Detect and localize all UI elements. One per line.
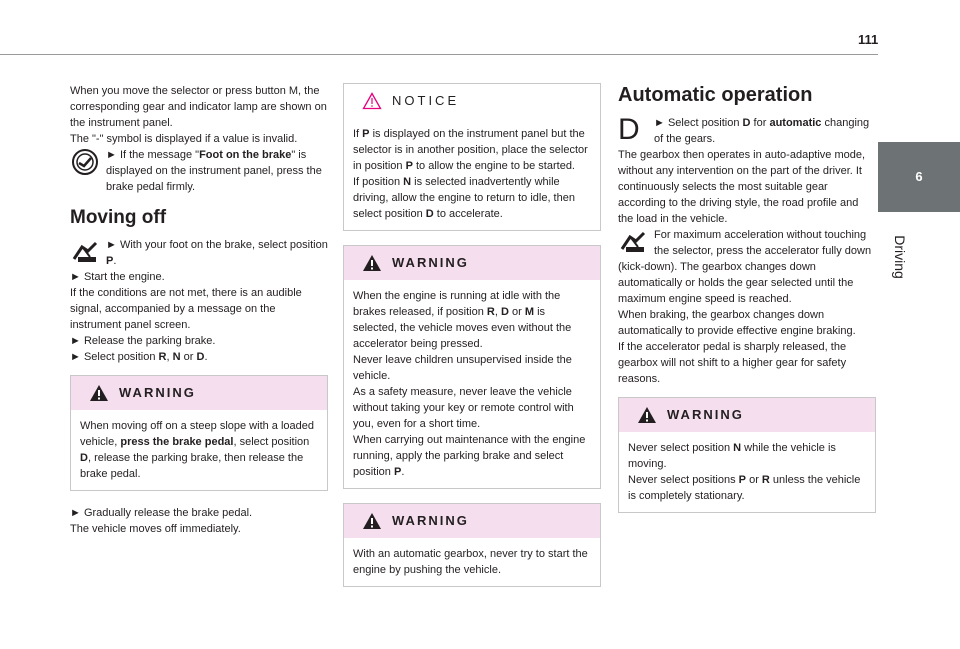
page-number: 111 [858, 32, 879, 47]
warning-box-slope: WARNING When moving off on a steep slope with a loaded vehicle, press the brake pedal, select position D, release the parking brake, then release the brake pedal. [70, 375, 328, 491]
foot-pedal-icon [618, 227, 648, 257]
warning-box-push-start: WARNING With an automatic gearbox, never try to start the engine by pushing the vehicle. [343, 503, 601, 587]
warning-title: WARNING [119, 385, 196, 400]
step-start-engine: ► Start the engine. [70, 271, 165, 283]
automatic-operation-heading: Automatic operation [618, 84, 813, 106]
chapter-title: Driving [892, 235, 908, 279]
warning-triangle-icon [637, 406, 657, 424]
warning-box-idle: WARNING When the engine is running at idle with the brakes released, if position R, D or M is selected, the vehicle moves even without the accelerator being pressed. Never leave children unsupervised inside the vehicle. As a safety measure, never leave the vehicle without taking your key or remote control with you, even for a short time. When carrying out maintenance with the engine running, apply the parking brake and select position P. [343, 245, 601, 489]
warning-box-position-n: WARNING Never select position N while the vehicle is moving. Never select positions P or R unless the vehicle is completely stationary. [618, 397, 876, 513]
foot-brake-message: ► If the message "Foot on the brake" is displayed on the instrument panel, press the brake pedal firmly. [70, 147, 328, 195]
auto-adaptive-text: The gearbox then operates in auto-adaptive mode, without any intervention on the part of the driver. It continuously selects the most suitable gear according to the driving style, the road profile and the load in the vehicle. [618, 149, 866, 225]
notice-title: NOTICE [392, 93, 460, 108]
warning-triangle-icon [89, 384, 109, 402]
step-select-position: ► Select position R, N or D. [70, 351, 208, 363]
kickdown-line: For maximum acceleration without touching the selector, press the accelerator fully down (kick-down). The gearbox changes down automatically or holds the gear selected until the maximum engine speed is reached. [618, 229, 872, 305]
warning-title: WARNING [667, 407, 744, 422]
moving-off-step1: ► With your foot on the brake, select position P. [70, 237, 328, 269]
chapter-side-label [885, 215, 909, 315]
gradual-release-text: ► Gradually release the brake pedal. [70, 507, 253, 519]
moves-off-text: The vehicle moves off immediately. [70, 523, 241, 535]
braking-text: When braking, the gearbox changes down automatically to provide effective engine braking. [618, 309, 856, 337]
warning-title: WARNING [392, 255, 469, 270]
warning-title: WARNING [392, 513, 469, 528]
intro-text: When you move the selector or press button M, the corresponding gear and indicator lamp are shown on the instrument panel. [70, 85, 327, 129]
header-rule [0, 54, 878, 55]
invalid-text: The "-" symbol is displayed if a value is invalid. [70, 133, 298, 145]
foot-on-brake-icon [70, 147, 100, 177]
d-position-letter: D [618, 113, 640, 146]
accelerator-release-text: If the accelerator pedal is sharply released, the gearbox will not shift to a higher gear for safety reasons. [618, 341, 847, 385]
foot-pedal-icon [70, 237, 100, 267]
warning-triangle-icon [362, 512, 382, 530]
notice-box: NOTICE If P is displayed on the instrument panel but the selector is in another position, place the selector in position P to allow the engine to be started. If position N is selected inadvertently while driving, allow the engine to return to idle, then select position D to accelerate. [343, 83, 601, 231]
notice-triangle-icon [362, 92, 382, 110]
warning-triangle-icon [362, 254, 382, 272]
select-d-line: D ► Select position D for automatic changing of the gears. [618, 113, 870, 146]
step-release-brake: ► Release the parking brake. [70, 335, 216, 347]
chapter-tab[interactable]: 6 [878, 142, 960, 212]
step-conditions: If the conditions are not met, there is an audible signal, accompanied by a message on the instrument panel screen. [70, 287, 302, 331]
column-right [618, 83, 876, 527]
moving-off-heading: Moving off [70, 207, 167, 228]
column-middle [343, 83, 601, 601]
column-left [70, 83, 328, 537]
